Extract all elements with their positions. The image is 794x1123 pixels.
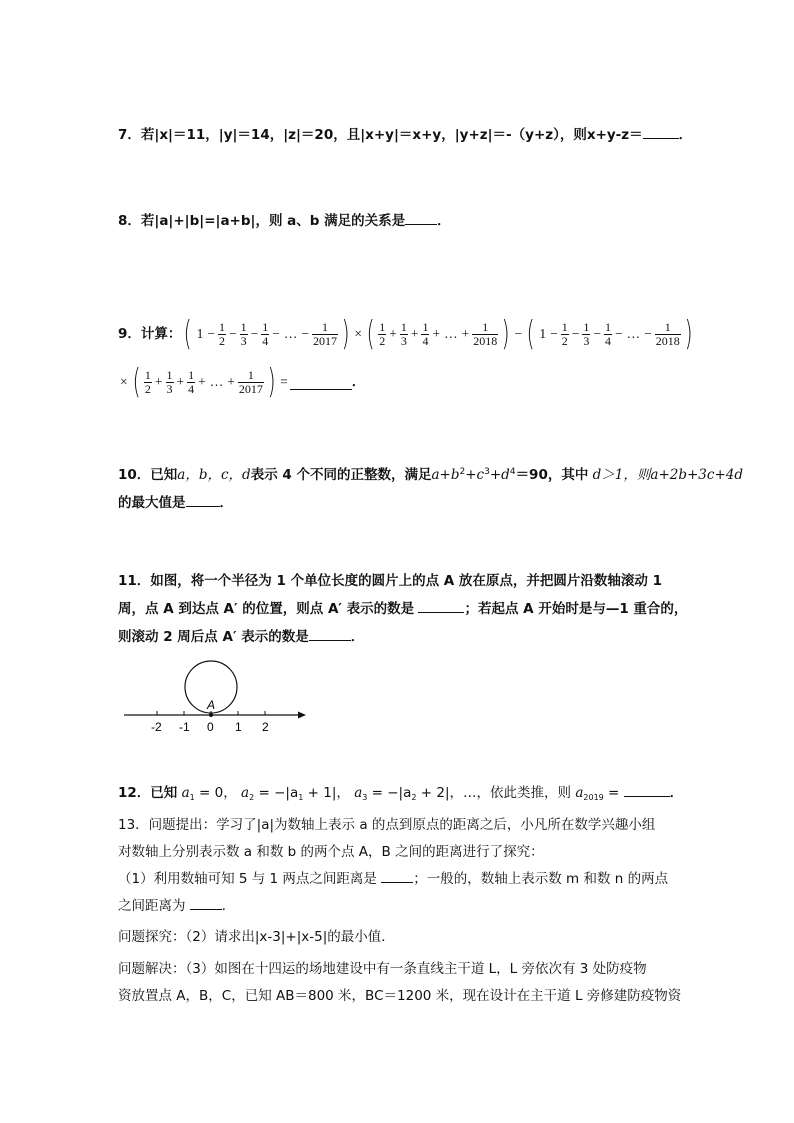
q7-text: |x|＝11，|y|＝14，|z|＝20，且|x+y|＝x+y，|y+z|＝-（y+z），则x+y-z＝ (154, 127, 643, 143)
q12-sub: 1 (189, 793, 195, 802)
q12-var: a (181, 785, 190, 801)
q11-answer-blank-2[interactable] (309, 626, 351, 641)
left-paren: ( (132, 362, 141, 402)
q10-text: 表示 4 个不同的正整数，满足 (250, 467, 432, 483)
q12-sub: 2 (249, 793, 255, 802)
q12-text: = 0， (199, 785, 237, 801)
q13-text: 问题探究：（2）请求出|x-3|+|x-5|的最小值． (118, 929, 395, 945)
q12-end: ． (669, 785, 684, 801)
q9-op: − (644, 326, 652, 341)
q11-end: ． (350, 629, 365, 645)
question-8 (118, 210, 451, 231)
q12-var: a (241, 785, 250, 801)
question-9-line-2 (118, 364, 365, 400)
fraction: $\frac{1}{4}$ (422, 319, 429, 348)
q11-text: 则滚动 2 周后点 A′ 表示的数是 (118, 629, 309, 645)
q13-text: 问题解决：（3）如图在十四运的场地建设中有一条直线主干道 L，L 旁依次有 3 处防疫物 (118, 961, 647, 977)
q9-op: − (614, 326, 623, 341)
q13-answer-blank-2[interactable] (190, 895, 222, 910)
q10-expr: +d (489, 467, 510, 483)
q9-dots: … (444, 326, 458, 341)
q9-op: + (154, 374, 163, 389)
fraction: $\frac{1}{3}$ (166, 367, 173, 396)
q13-text: 资放置点 A，B，C，已知 AB＝800 米，BC＝1200 米，现在设计在主干道 L 旁修建防疫物资 (118, 988, 682, 1004)
q9-dots: … (209, 374, 224, 389)
q13-text: （1）利用数轴可知 5 与 1 两点之间距离是 (118, 871, 377, 887)
number-line-figure (118, 655, 318, 740)
q12-answer-blank[interactable] (624, 782, 670, 797)
left-paren: ( (526, 314, 535, 354)
question-9-line-1 (118, 316, 695, 352)
q9-op: − (229, 326, 237, 341)
q12-sub: 3 (362, 793, 368, 802)
right-paren: ) (501, 314, 510, 354)
q9-equals: = (280, 374, 288, 389)
point-a-label: A (207, 698, 216, 712)
right-paren: ) (341, 314, 350, 354)
question-11-line-3 (118, 624, 364, 650)
question-11-line-1 (118, 568, 662, 594)
q12-text: = −|a (258, 785, 299, 801)
fraction: $\frac{1}{2}$ (219, 319, 226, 348)
q10-label: 10．已知 (118, 467, 178, 483)
tick-label: 1 (235, 720, 242, 734)
q10-target: a+2b+3c+4d (650, 467, 743, 483)
tick-label: 2 (262, 720, 269, 734)
question-13-line-4 (118, 893, 235, 919)
question-13-line-2 (118, 839, 544, 865)
q9-op: − (571, 326, 580, 341)
q8-end: ． (437, 213, 451, 229)
question-13-line-3 (118, 866, 668, 892)
q11-text: 11．如图，将一个半径为 1 个单位长度的圆片上的点 A 放在原点，并把圆片沿数轴滚动 1 (118, 573, 663, 589)
q13-text: 13．问题提出：学习了|a|为数轴上表示 a 的点到原点的距离之后，小凡所在数学兴趣小组 (118, 817, 656, 833)
q12-text: = −|a (371, 785, 412, 801)
q9-op: + (227, 374, 235, 389)
fraction: $\frac{1}{2018}$ (655, 319, 680, 348)
fraction: $\frac{1}{2}$ (561, 319, 568, 348)
left-paren: ( (366, 314, 375, 354)
q9-times: × (354, 326, 362, 341)
arrow-head-icon (298, 712, 306, 719)
q13-text: 对数轴上分别表示数 a 和数 b 的两个点 A，B 之间的距离进行了探究： (118, 844, 544, 860)
fraction: $\frac{1}{3}$ (240, 319, 247, 348)
q7-label: 7．若 (118, 127, 155, 143)
fraction: $\frac{1}{4}$ (262, 319, 269, 348)
fraction: $\frac{1}{2017}$ (313, 319, 338, 348)
q9-op: − (514, 326, 523, 341)
q10-answer-blank[interactable] (186, 492, 220, 507)
q9-answer-blank[interactable] (290, 375, 352, 390)
q9-times: × (120, 374, 128, 389)
q7-answer-blank[interactable] (643, 124, 679, 139)
q9-dots: … (283, 326, 298, 341)
q9-op: + (198, 374, 206, 389)
q12-sub: 1 (298, 793, 304, 802)
fraction: $\frac{1}{2}$ (379, 319, 386, 348)
q10-sup: 4 (509, 467, 516, 477)
left-paren: ( (184, 314, 193, 354)
q13-text: ；一般的，数轴上表示数 m 和数 n 的两点 (413, 871, 669, 887)
q12-var: a (354, 785, 363, 801)
question-13-line-6 (118, 956, 647, 982)
question-7 (118, 124, 692, 145)
fraction: $\frac{1}{3}$ (583, 319, 590, 348)
q9-op: − (593, 326, 601, 341)
q9-op: + (461, 326, 470, 341)
right-paren: ) (267, 362, 276, 402)
q9-op: + (389, 326, 397, 341)
fraction: $\frac{1}{4}$ (188, 367, 195, 396)
q9-op: − (550, 326, 558, 341)
tick-label: 0 (207, 720, 214, 734)
q10-text: ＝90，其中 (515, 467, 589, 483)
fraction: $\frac{1}{3}$ (400, 319, 407, 348)
q9-one: 1 (196, 326, 204, 341)
question-13-line-7 (118, 983, 681, 1009)
q9-label: 9．计算： (118, 326, 182, 342)
q13-text: 之间距离为 (118, 898, 186, 914)
q12-var: a (575, 785, 584, 801)
q13-answer-blank-1[interactable] (381, 868, 413, 883)
q11-answer-blank-1[interactable] (418, 598, 464, 613)
fraction: $\frac{1}{2018}$ (473, 319, 498, 348)
q9-end: ． (351, 374, 366, 390)
q9-op: − (272, 326, 280, 341)
question-10-line-2 (118, 492, 233, 513)
question-13-line-1 (118, 812, 655, 838)
q10-sup: 3 (484, 467, 490, 477)
q8-text: 8．若|a|+|b|=|a+b|，则 a、b 满足的关系是 (118, 213, 406, 229)
question-12 (118, 782, 683, 808)
question-11-line-2 (118, 596, 687, 622)
q13-text: ． (221, 898, 236, 914)
question-13-line-5 (118, 924, 395, 950)
q12-text: + 2|，…，依此类推，则 (420, 785, 572, 801)
q12-sub: 2 (411, 793, 417, 802)
q11-text: ；若起点 A 开始时是与—1 重合的， (464, 601, 688, 617)
q10-sup: 2 (459, 467, 466, 477)
tick-label: -2 (151, 720, 162, 734)
q10-expr: +c (465, 467, 485, 483)
q9-op: − (250, 326, 259, 341)
fraction: $\frac{1}{4}$ (604, 319, 611, 348)
q9-op: + (410, 326, 419, 341)
q8-answer-blank[interactable] (405, 210, 437, 225)
question-10-line-1 (118, 462, 743, 485)
q12-text: = (608, 785, 620, 801)
q12-label: 12．已知 (118, 785, 178, 801)
q10-text: 的最大值是 (118, 495, 186, 511)
right-paren: ) (684, 314, 693, 354)
q9-op: + (176, 374, 185, 389)
q11-text: 周，点 A 到达点 A′ 的位置，则点 A′ 表示的数是 (118, 601, 415, 617)
tick-label: -1 (179, 720, 190, 734)
q9-dots: … (626, 326, 641, 341)
q9-one: 1 (539, 326, 547, 341)
q9-op: − (207, 326, 216, 341)
q10-expr: a+b (431, 467, 460, 483)
q10-vars: a，b，c，d (177, 467, 251, 483)
q9-op: − (301, 326, 310, 341)
fraction: $\frac{1}{2017}$ (238, 367, 263, 396)
q12-text: + 1|， (307, 785, 350, 801)
q12-sub: 2019 (583, 793, 604, 802)
q10-end: ． (219, 495, 233, 511)
fraction: $\frac{1}{2}$ (144, 367, 151, 396)
q7-end: ． (678, 127, 693, 143)
q10-cond: d＞1，则 (592, 467, 651, 483)
q9-op: + (432, 326, 441, 341)
